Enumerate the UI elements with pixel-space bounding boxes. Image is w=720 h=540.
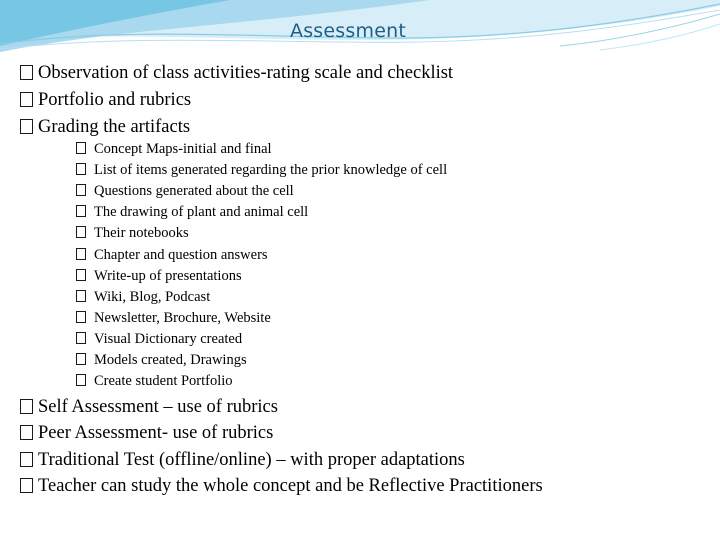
bullet-text: Models created, Drawings bbox=[94, 352, 247, 368]
bullet-text: List of items generated regarding the prior knowledge of cell bbox=[94, 162, 448, 179]
square-bullet-icon bbox=[76, 311, 86, 323]
bullet-text: Questions generated about the cell bbox=[94, 183, 294, 200]
square-bullet-icon bbox=[76, 353, 86, 365]
sub-bullet-item bbox=[76, 351, 247, 369]
bullet-text: Traditional Test (offline/online) – with proper adaptations bbox=[38, 450, 465, 470]
square-bullet-icon bbox=[76, 332, 86, 344]
bullet-item bbox=[20, 116, 190, 138]
bullet-text: Their notebooks bbox=[94, 225, 189, 242]
bullet-text: The drawing of plant and animal cell bbox=[94, 204, 309, 221]
square-bullet-icon bbox=[20, 478, 33, 493]
bullet-item bbox=[20, 475, 543, 497]
sub-bullet-item bbox=[76, 140, 272, 158]
bullet-text: Concept Maps-initial and final bbox=[94, 141, 272, 157]
bullet-text: Create student Portfolio bbox=[94, 373, 233, 390]
bullet-text: Newsletter, Brochure, Website bbox=[94, 309, 271, 326]
bullet-text: Wiki, Blog, Podcast bbox=[94, 288, 211, 305]
bullet-text: Portfolio and rubrics bbox=[38, 90, 192, 110]
square-bullet-icon bbox=[76, 269, 86, 281]
square-bullet-icon bbox=[20, 425, 33, 440]
square-bullet-icon bbox=[20, 92, 33, 107]
square-bullet-icon bbox=[76, 374, 86, 386]
bullet-text: Self Assessment – use of rubrics bbox=[38, 397, 278, 417]
sub-bullet-item bbox=[76, 203, 308, 221]
bullet-text: Grading the artifacts bbox=[38, 117, 191, 137]
square-bullet-icon bbox=[76, 205, 86, 217]
bullet-text: Write-up of presentations bbox=[94, 267, 242, 284]
square-bullet-icon bbox=[20, 399, 33, 414]
square-bullet-icon bbox=[76, 163, 86, 175]
sub-bullet-item bbox=[76, 372, 233, 390]
bullet-text: Visual Dictionary created bbox=[94, 330, 243, 347]
sub-bullet-item bbox=[76, 330, 242, 348]
bullet-item bbox=[20, 422, 273, 444]
square-bullet-icon bbox=[20, 119, 33, 134]
bullet-item bbox=[20, 396, 278, 418]
bullet-text: Chapter and question answers bbox=[94, 246, 268, 263]
square-bullet-icon bbox=[76, 184, 86, 196]
sub-bullet-item bbox=[76, 288, 210, 306]
bullet-item bbox=[20, 449, 465, 471]
bullet-text: Observation of class activities-rating scale and checklist bbox=[38, 63, 454, 83]
bullet-text: Peer Assessment- use of rubrics bbox=[38, 423, 274, 443]
sub-bullet-item bbox=[76, 224, 189, 242]
bullet-item bbox=[20, 62, 453, 84]
square-bullet-icon bbox=[20, 452, 33, 467]
sub-bullet-item bbox=[76, 309, 271, 327]
square-bullet-icon bbox=[76, 142, 86, 154]
square-bullet-icon bbox=[20, 65, 33, 80]
sub-bullet-item bbox=[76, 246, 268, 264]
sub-bullet-item bbox=[76, 182, 294, 200]
sub-bullet-item bbox=[76, 161, 447, 179]
square-bullet-icon bbox=[76, 226, 86, 238]
sub-bullet-item bbox=[76, 267, 242, 285]
square-bullet-icon bbox=[76, 248, 86, 260]
bullet-text: Teacher can study the whole concept and be Reflective Practitioners bbox=[38, 476, 543, 496]
bullet-item bbox=[20, 89, 191, 111]
square-bullet-icon bbox=[76, 290, 86, 302]
slide-title: Assessment bbox=[290, 20, 406, 42]
